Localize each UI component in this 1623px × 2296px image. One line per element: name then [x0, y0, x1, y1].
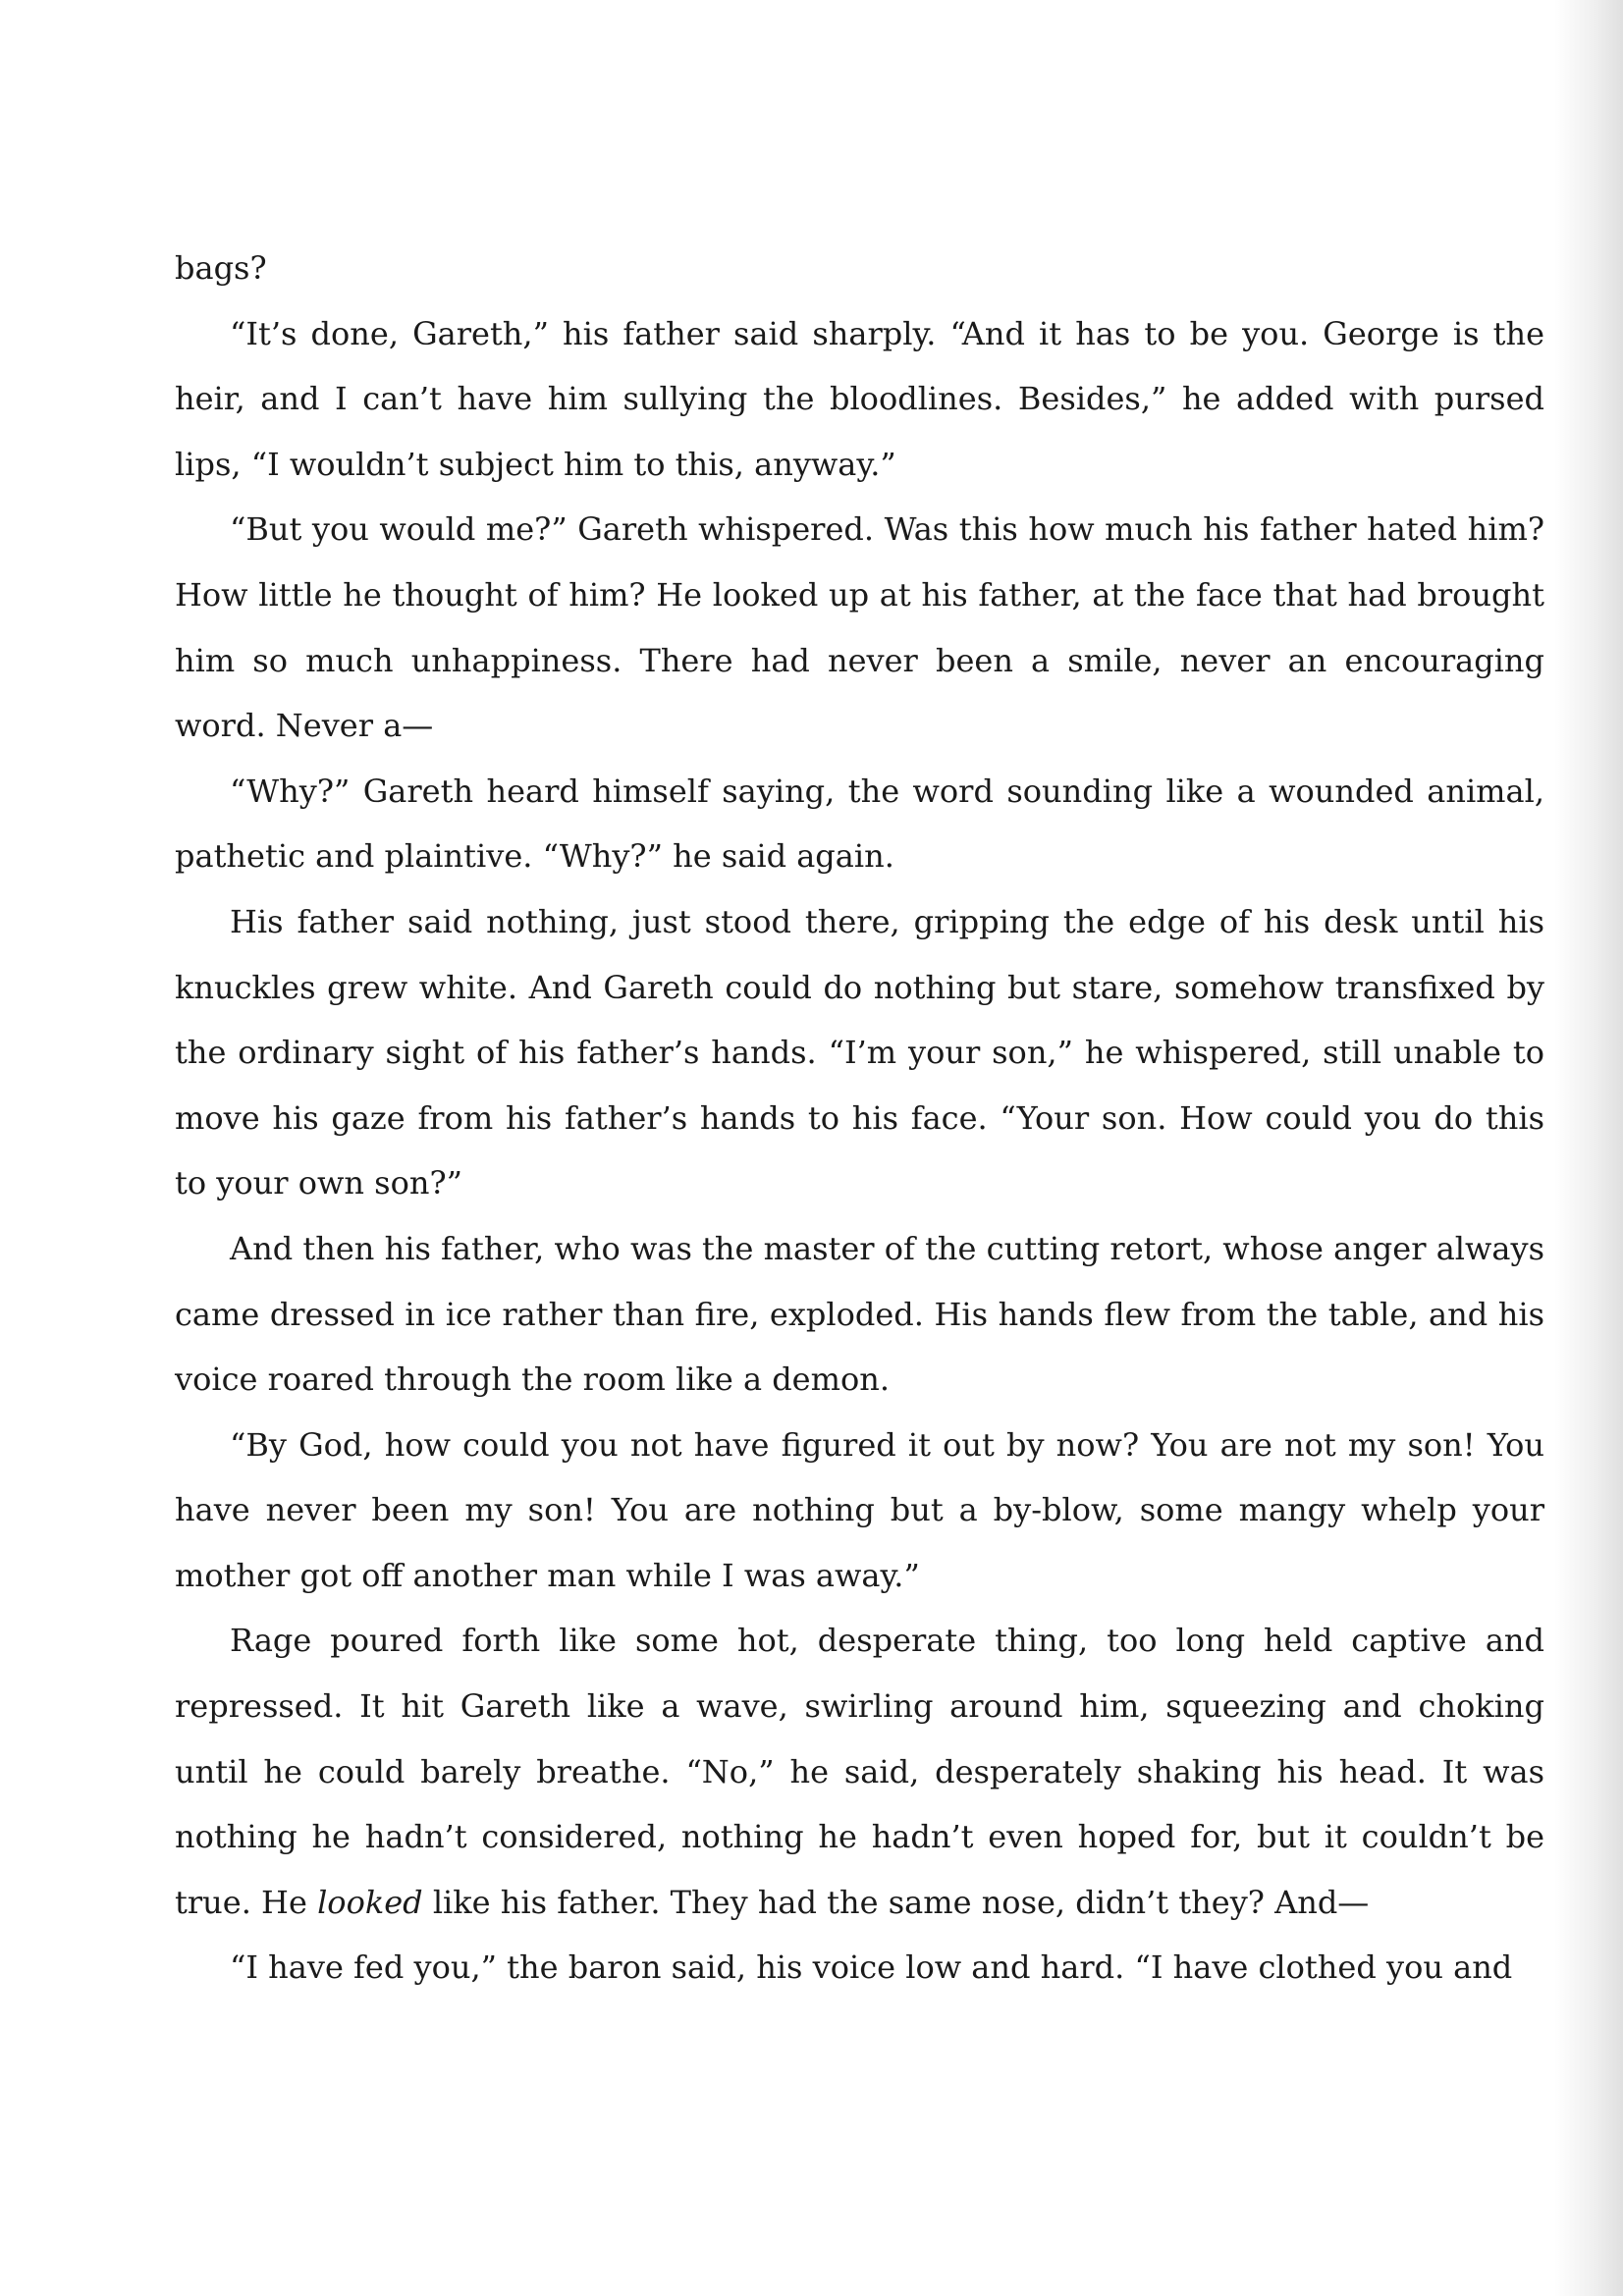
paragraph-8-part-1: Rage poured forth like some hot, desperate thing, too long held captive and repressed. It hit Gareth like a wave, swirling around him, squeezing and choking until he could barely breathe. “No,” he said, desperately shaking his head. It was nothing he hadn’t considered, nothing he hadn’t even hoped for, but it couldn’t be true. He: [175, 1622, 1544, 1921]
paragraph-4: “Why?” Gareth heard himself saying, the word sounding like a wounded animal, pathetic and plaintive. “Why?” he said again.: [175, 772, 1544, 876]
paragraph-9: “I have fed you,” the baron said, his voice low and hard. “I have clothed you and: [230, 1949, 1513, 1987]
paragraph-1: bags?: [175, 249, 267, 287]
paragraph-7: “By God, how could you not have figured it out by now? You are not my son! You have never been my son! You are nothing but a by-blow, some mangy whelp your mother got off another man while I was away.”: [175, 1425, 1544, 1594]
paragraph-8-italic: looked: [317, 1883, 423, 1921]
paragraph-8-part-2: like his father. They had the same nose, didn’t they? And—: [422, 1883, 1370, 1921]
page-edge-shadow: [1554, 0, 1623, 2296]
paragraph-8: [175, 1608, 1544, 1935]
body-text: [175, 236, 1544, 2001]
paragraph-6: And then his father, who was the master of the cutting retort, whose anger always came dressed in ice rather than fire, exploded. His hands flew from the table, and his voice roared through the room like a demon.: [175, 1229, 1544, 1399]
paragraph-5: His father said nothing, just stood there, gripping the edge of his desk until his knuckles grew white. And Gareth could do nothing but stare, somehow transfixed by the ordinary sight of his father’s hands. “I’m your son,” he whispered, still unable to move his gaze from his father’s hands to his face. “Your son. How could you do this to your own son?”: [175, 902, 1544, 1202]
paragraph-2: “It’s done, Gareth,” his father said sharply. “And it has to be you. George is the heir, and I can’t have him sullying the bloodlines. Besides,” he added with pursed lips, “I wouldn’t subject him to this, anyway.”: [175, 314, 1544, 483]
paragraph-3: “But you would me?” Gareth whispered. Was this how much his father hated him? How little he thought of him? He looked up at his father, at the face that had brought him so much unhappiness. There had never been a smile, never an encouraging word. Never a—: [175, 510, 1544, 745]
